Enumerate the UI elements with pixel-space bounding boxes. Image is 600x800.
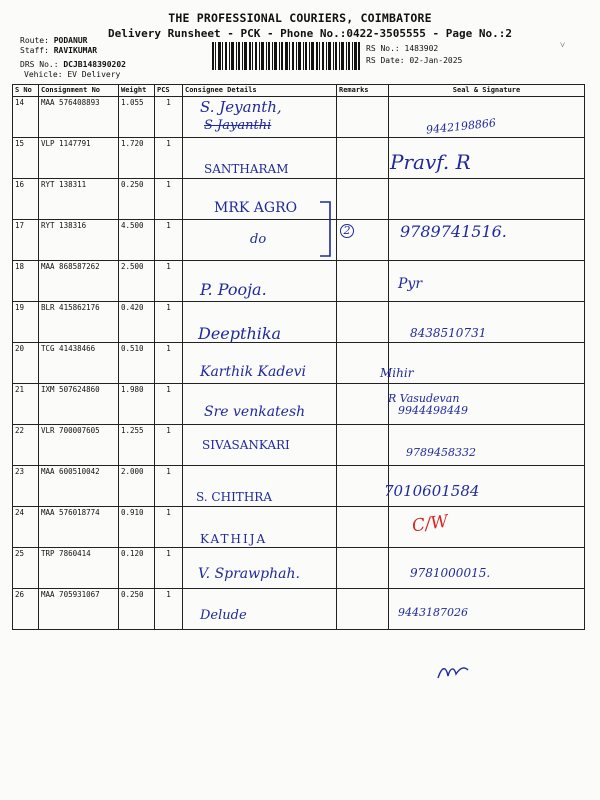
table-row bbox=[13, 302, 585, 343]
table-row bbox=[13, 466, 585, 507]
col-remarks: Remarks bbox=[337, 85, 389, 97]
cell-weight: 1.055 bbox=[119, 97, 155, 138]
cell-consignment-no: VLR 700007605 bbox=[39, 425, 119, 466]
route-value: PODANUR bbox=[53, 36, 88, 45]
hw-signature-14: 9442198866 bbox=[425, 116, 497, 137]
hw-signature-22: 9789458332 bbox=[406, 446, 476, 459]
cell-pcs: 1 bbox=[155, 179, 183, 220]
hw-remark-17: 2 bbox=[340, 224, 354, 238]
hw-consignee-19: Deepthika bbox=[198, 324, 282, 343]
table-row bbox=[13, 97, 585, 138]
hw-consignee-26: Delude bbox=[200, 608, 247, 623]
hw-consignee-23: S. CHITHRA bbox=[196, 490, 272, 504]
staff-value: RAVIKUMAR bbox=[53, 46, 98, 55]
cell-sno: 26 bbox=[13, 589, 39, 630]
staff-label: Staff: bbox=[20, 46, 49, 55]
table-row bbox=[13, 179, 585, 220]
hw-consignee-22: SIVASANKARI bbox=[202, 438, 290, 452]
cell-weight: 2.500 bbox=[119, 261, 155, 302]
cell-pcs: 1 bbox=[155, 507, 183, 548]
cell-consignment-no: MAA 600510042 bbox=[39, 466, 119, 507]
hw-consignee-17: do bbox=[250, 232, 267, 247]
cell-sno: 19 bbox=[13, 302, 39, 343]
hw-signature-21a: R Vasudevan bbox=[388, 392, 460, 405]
table-row bbox=[13, 425, 585, 466]
cell-weight: 0.420 bbox=[119, 302, 155, 343]
hw-consignee-16: MRK AGRO bbox=[214, 200, 298, 216]
col-sno: S No bbox=[13, 85, 39, 97]
vehicle-label: Vehicle: bbox=[24, 70, 63, 79]
cell-sno: 24 bbox=[13, 507, 39, 548]
cell-signature bbox=[389, 343, 585, 384]
hw-consignee-21: Sre venkatesh bbox=[204, 404, 306, 420]
cell-weight: 0.910 bbox=[119, 507, 155, 548]
cell-remarks bbox=[337, 425, 389, 466]
cell-weight: 1.255 bbox=[119, 425, 155, 466]
hw-signature-26: 9443187026 bbox=[398, 606, 468, 619]
cell-sno: 22 bbox=[13, 425, 39, 466]
staff-line bbox=[20, 46, 97, 56]
cell-pcs: 1 bbox=[155, 97, 183, 138]
vehicle-value: EV Delivery bbox=[67, 70, 121, 79]
cell-consignment-no: RYT 138316 bbox=[39, 220, 119, 261]
hw-consignee-25: V. Sprawphah. bbox=[198, 566, 300, 582]
cell-pcs: 1 bbox=[155, 261, 183, 302]
hw-signature-21b: 9944498449 bbox=[398, 404, 468, 417]
hw-consignee-14a: S. Jeyanth, bbox=[200, 98, 282, 116]
cell-weight: 0.510 bbox=[119, 343, 155, 384]
barcode bbox=[212, 42, 360, 70]
stray-mark: ˅ bbox=[560, 41, 566, 51]
cell-weight: 0.250 bbox=[119, 179, 155, 220]
cell-consignment-no: TRP 7860414 bbox=[39, 548, 119, 589]
cell-consignment-no: MAA 868587262 bbox=[39, 261, 119, 302]
cell-remarks bbox=[337, 507, 389, 548]
runsheet-table bbox=[12, 84, 585, 630]
cell-pcs: 1 bbox=[155, 589, 183, 630]
cell-remarks bbox=[337, 302, 389, 343]
cell-sno: 15 bbox=[13, 138, 39, 179]
hw-signature-24: C/W bbox=[410, 511, 450, 537]
cell-remarks bbox=[337, 384, 389, 425]
cell-pcs: 1 bbox=[155, 466, 183, 507]
col-consignment: Consignment No bbox=[39, 85, 119, 97]
rs-date: RS Date: 02-Jan-2025 bbox=[366, 56, 463, 65]
cell-remarks bbox=[337, 548, 389, 589]
bottom-initial-scribble bbox=[436, 660, 470, 684]
drs-label: DRS No.: bbox=[20, 60, 59, 69]
hw-consignee-18: P. Pooja. bbox=[200, 280, 267, 299]
runsheet-subtitle: Delivery Runsheet - PCK - Phone No.:0422-3505555 - Page No.:2 bbox=[108, 27, 512, 40]
hw-signature-18: Pyr bbox=[398, 276, 423, 292]
cell-consignment-no: IXM 507624860 bbox=[39, 384, 119, 425]
cell-sno: 21 bbox=[13, 384, 39, 425]
cell-sno: 18 bbox=[13, 261, 39, 302]
table-header-row bbox=[13, 85, 585, 97]
hw-signature-15: Pravf. R bbox=[390, 150, 471, 174]
cell-pcs: 1 bbox=[155, 138, 183, 179]
drs-line bbox=[20, 60, 126, 70]
cell-sno: 20 bbox=[13, 343, 39, 384]
cell-weight: 2.000 bbox=[119, 466, 155, 507]
hw-signature-25: 9781000015. bbox=[410, 566, 491, 580]
cell-weight: 0.120 bbox=[119, 548, 155, 589]
cell-consignment-no: TCG 41438466 bbox=[39, 343, 119, 384]
route-label: Route: bbox=[20, 36, 49, 45]
cell-weight: 1.720 bbox=[119, 138, 155, 179]
table-row bbox=[13, 507, 585, 548]
table-row bbox=[13, 261, 585, 302]
hw-signature-20: Mihir bbox=[380, 366, 414, 380]
cell-pcs: 1 bbox=[155, 384, 183, 425]
cell-consignment-no: BLR 415862176 bbox=[39, 302, 119, 343]
cell-sno: 23 bbox=[13, 466, 39, 507]
cell-remarks bbox=[337, 138, 389, 179]
hw-signature-17: 9789741516. bbox=[400, 222, 507, 241]
cell-weight: 4.500 bbox=[119, 220, 155, 261]
cell-remarks bbox=[337, 589, 389, 630]
vehicle-line bbox=[24, 70, 120, 80]
hw-signature-23: 7010601584 bbox=[384, 482, 480, 500]
cell-weight: 0.250 bbox=[119, 589, 155, 630]
company-title: THE PROFESSIONAL COURIERS, COIMBATORE bbox=[168, 11, 432, 25]
cell-pcs: 1 bbox=[155, 425, 183, 466]
cell-sno: 16 bbox=[13, 179, 39, 220]
cell-weight: 1.980 bbox=[119, 384, 155, 425]
hw-consignee-24: KATHIJA bbox=[200, 532, 268, 546]
cell-consignment-no: MAA 576408893 bbox=[39, 97, 119, 138]
drs-value: DCJB148390202 bbox=[63, 60, 126, 69]
cell-signature bbox=[389, 425, 585, 466]
bracket-mark bbox=[318, 200, 334, 260]
table-row bbox=[13, 589, 585, 630]
table-row bbox=[13, 138, 585, 179]
cell-consignment-no: MAA 576018774 bbox=[39, 507, 119, 548]
cell-consignment-no: RYT 138311 bbox=[39, 179, 119, 220]
hw-consignee-14b: S Jayanthi bbox=[204, 118, 272, 133]
cell-pcs: 1 bbox=[155, 220, 183, 261]
cell-sno: 25 bbox=[13, 548, 39, 589]
hw-consignee-15: SANTHARAM bbox=[204, 162, 289, 176]
hw-signature-19: 8438510731 bbox=[410, 326, 487, 340]
col-pcs: PCS bbox=[155, 85, 183, 97]
cell-remarks bbox=[337, 466, 389, 507]
cell-sno: 17 bbox=[13, 220, 39, 261]
cell-pcs: 1 bbox=[155, 343, 183, 384]
col-signature: Seal & Signature bbox=[389, 85, 585, 97]
cell-signature bbox=[389, 179, 585, 220]
cell-pcs: 1 bbox=[155, 302, 183, 343]
cell-remarks bbox=[337, 179, 389, 220]
cell-pcs: 1 bbox=[155, 548, 183, 589]
col-consignee: Consignee Details bbox=[183, 85, 337, 97]
col-weight: Weight bbox=[119, 85, 155, 97]
cell-consignment-no: MAA 705931067 bbox=[39, 589, 119, 630]
cell-remarks bbox=[337, 261, 389, 302]
rs-number: RS No.: 1483902 bbox=[366, 44, 439, 53]
cell-consignment-no: VLP 1147791 bbox=[39, 138, 119, 179]
route-line bbox=[20, 36, 87, 46]
cell-sno: 14 bbox=[13, 97, 39, 138]
hw-consignee-20: Karthik Kadevi bbox=[200, 364, 306, 380]
cell-remarks bbox=[337, 97, 389, 138]
